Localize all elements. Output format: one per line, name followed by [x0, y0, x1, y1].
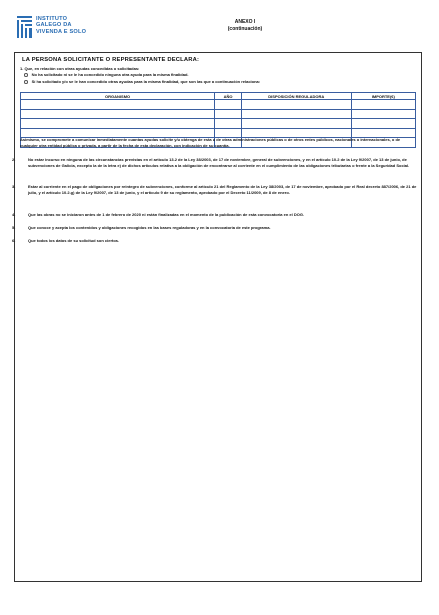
declaration-section — [14, 52, 422, 582]
annex-subtitle: (continuación) — [227, 26, 263, 32]
radio-no-aid[interactable] — [24, 73, 28, 77]
institution-logo — [17, 16, 86, 38]
column-header-disposicion: DISPOSICIÓN REGULADORA — [241, 93, 351, 100]
table-cell-input[interactable] — [351, 100, 415, 110]
item-text: Que conoce y acepta los contenidos y obligaciones recogidos en las bases reguladoras y en la convocatoria de este programa. — [28, 225, 271, 230]
option-no-aid[interactable] — [24, 72, 189, 77]
column-header-importe: IMPORTE(€) — [351, 93, 415, 100]
table-cell-input[interactable] — [215, 100, 242, 110]
item-number: 3. — [12, 184, 16, 189]
radio-other-aid[interactable] — [24, 80, 28, 84]
logo-emblem-icon — [17, 16, 32, 38]
item-number: 5. — [12, 225, 16, 230]
column-header-ano: AÑO — [215, 93, 242, 100]
declaration-item-2 — [12, 157, 418, 169]
logo-line-1: INSTITUTO — [36, 16, 68, 22]
annex-header — [190, 19, 300, 33]
table-cell-input[interactable] — [351, 109, 415, 119]
item-text: Que todos los datos de su solicitud son ciertos. — [28, 238, 120, 243]
logo-line-3: VIVENDA E SOLO — [36, 28, 87, 35]
table-row — [21, 119, 416, 129]
declaration-item-6 — [12, 238, 418, 244]
section-title: LA PERSONA SOLICITANTE O REPRESENTANTE DECLARA: — [22, 57, 200, 63]
annex-title: ANEXO I — [234, 19, 256, 25]
table-cell-input[interactable] — [215, 119, 242, 129]
logo-text — [36, 16, 86, 35]
table-cell-input[interactable] — [21, 119, 215, 129]
table-cell-input[interactable] — [351, 119, 415, 129]
declaration-item-5 — [12, 225, 418, 231]
table-cell-input[interactable] — [241, 109, 351, 119]
option-no-aid-label: No ha solicitado ni se le ha concedido ninguna otra ayuda para la misma finalidad. — [31, 72, 189, 77]
declaration-item-3 — [12, 184, 418, 196]
table-row — [21, 100, 416, 110]
table-cell-input[interactable] — [241, 100, 351, 110]
table-cell-input[interactable] — [215, 109, 242, 119]
item-text: No estar incurso en ninguna de las circunstancias previstas en el artículo 13.2 de la Ley 38/2003, de 17 de noviembre, general de subvenciones, y en el artículo 10.2 de la Ley 9/2007, de 13 de junio, de subvenciones de Galicia, excepto la de la letra e) de dichos artículos relativa a la obligación de encontrarse al corriente en el cumplimiento de las obligaciones tributarias o frente a la Seguridad Social. — [28, 157, 410, 169]
item-number: 4. — [12, 212, 16, 217]
commitment-paragraph: Asimismo, se compromete a comunicar inmediatamente cuantas ayudas solicite y/u obtenga de esta u de otras administraciones públicas o de otros entes públicos, nacionales o internacionales, o de cualquier otra entidad pública o privada, a partir de la fecha de esta declaración, con indicación de su cuantía. — [20, 137, 401, 149]
item-number: 6. — [12, 238, 16, 243]
table-header-row — [21, 93, 416, 100]
item-text: Que las obras no se iniciaron antes de 1 de febrero de 2020 ni están finalizadas en el momento de la publicación de esta convocatoria en el DOG. — [28, 212, 305, 217]
option-other-aid-label: Sí ha solicitado y/o se le han concedido otras ayudas para la misma finalidad, que son las que a continuación relaciona: — [31, 79, 261, 84]
item-text: Estar al corriente en el pago de obligaciones por reintegro de subvenciones, conforme al artículo 21 del Reglamento de la Ley 38/2003, de 17 de noviembre, aprobado por el Real decreto 887/2006, de 21 de julio, y el artículo 10.2.g) de la Ley 9/2007, de 13 de junio, y el artículo 9 de su reglamento, aprobado por el Decreto 11/2009, de 8 de enero. — [28, 184, 417, 196]
table-cell-input[interactable] — [21, 109, 215, 119]
table-cell-input[interactable] — [241, 119, 351, 129]
table-cell-input[interactable] — [21, 100, 215, 110]
table-row — [21, 109, 416, 119]
question-1: 1. Que, en relación con otras ayudas concedidas o solicitadas: — [20, 66, 140, 71]
option-other-aid[interactable] — [24, 79, 260, 84]
item-number: 2. — [12, 157, 16, 162]
column-header-organismo: ORGANISMO — [21, 93, 215, 100]
declaration-item-4 — [12, 212, 418, 218]
logo-line-2: GALEGO DA — [36, 22, 72, 29]
